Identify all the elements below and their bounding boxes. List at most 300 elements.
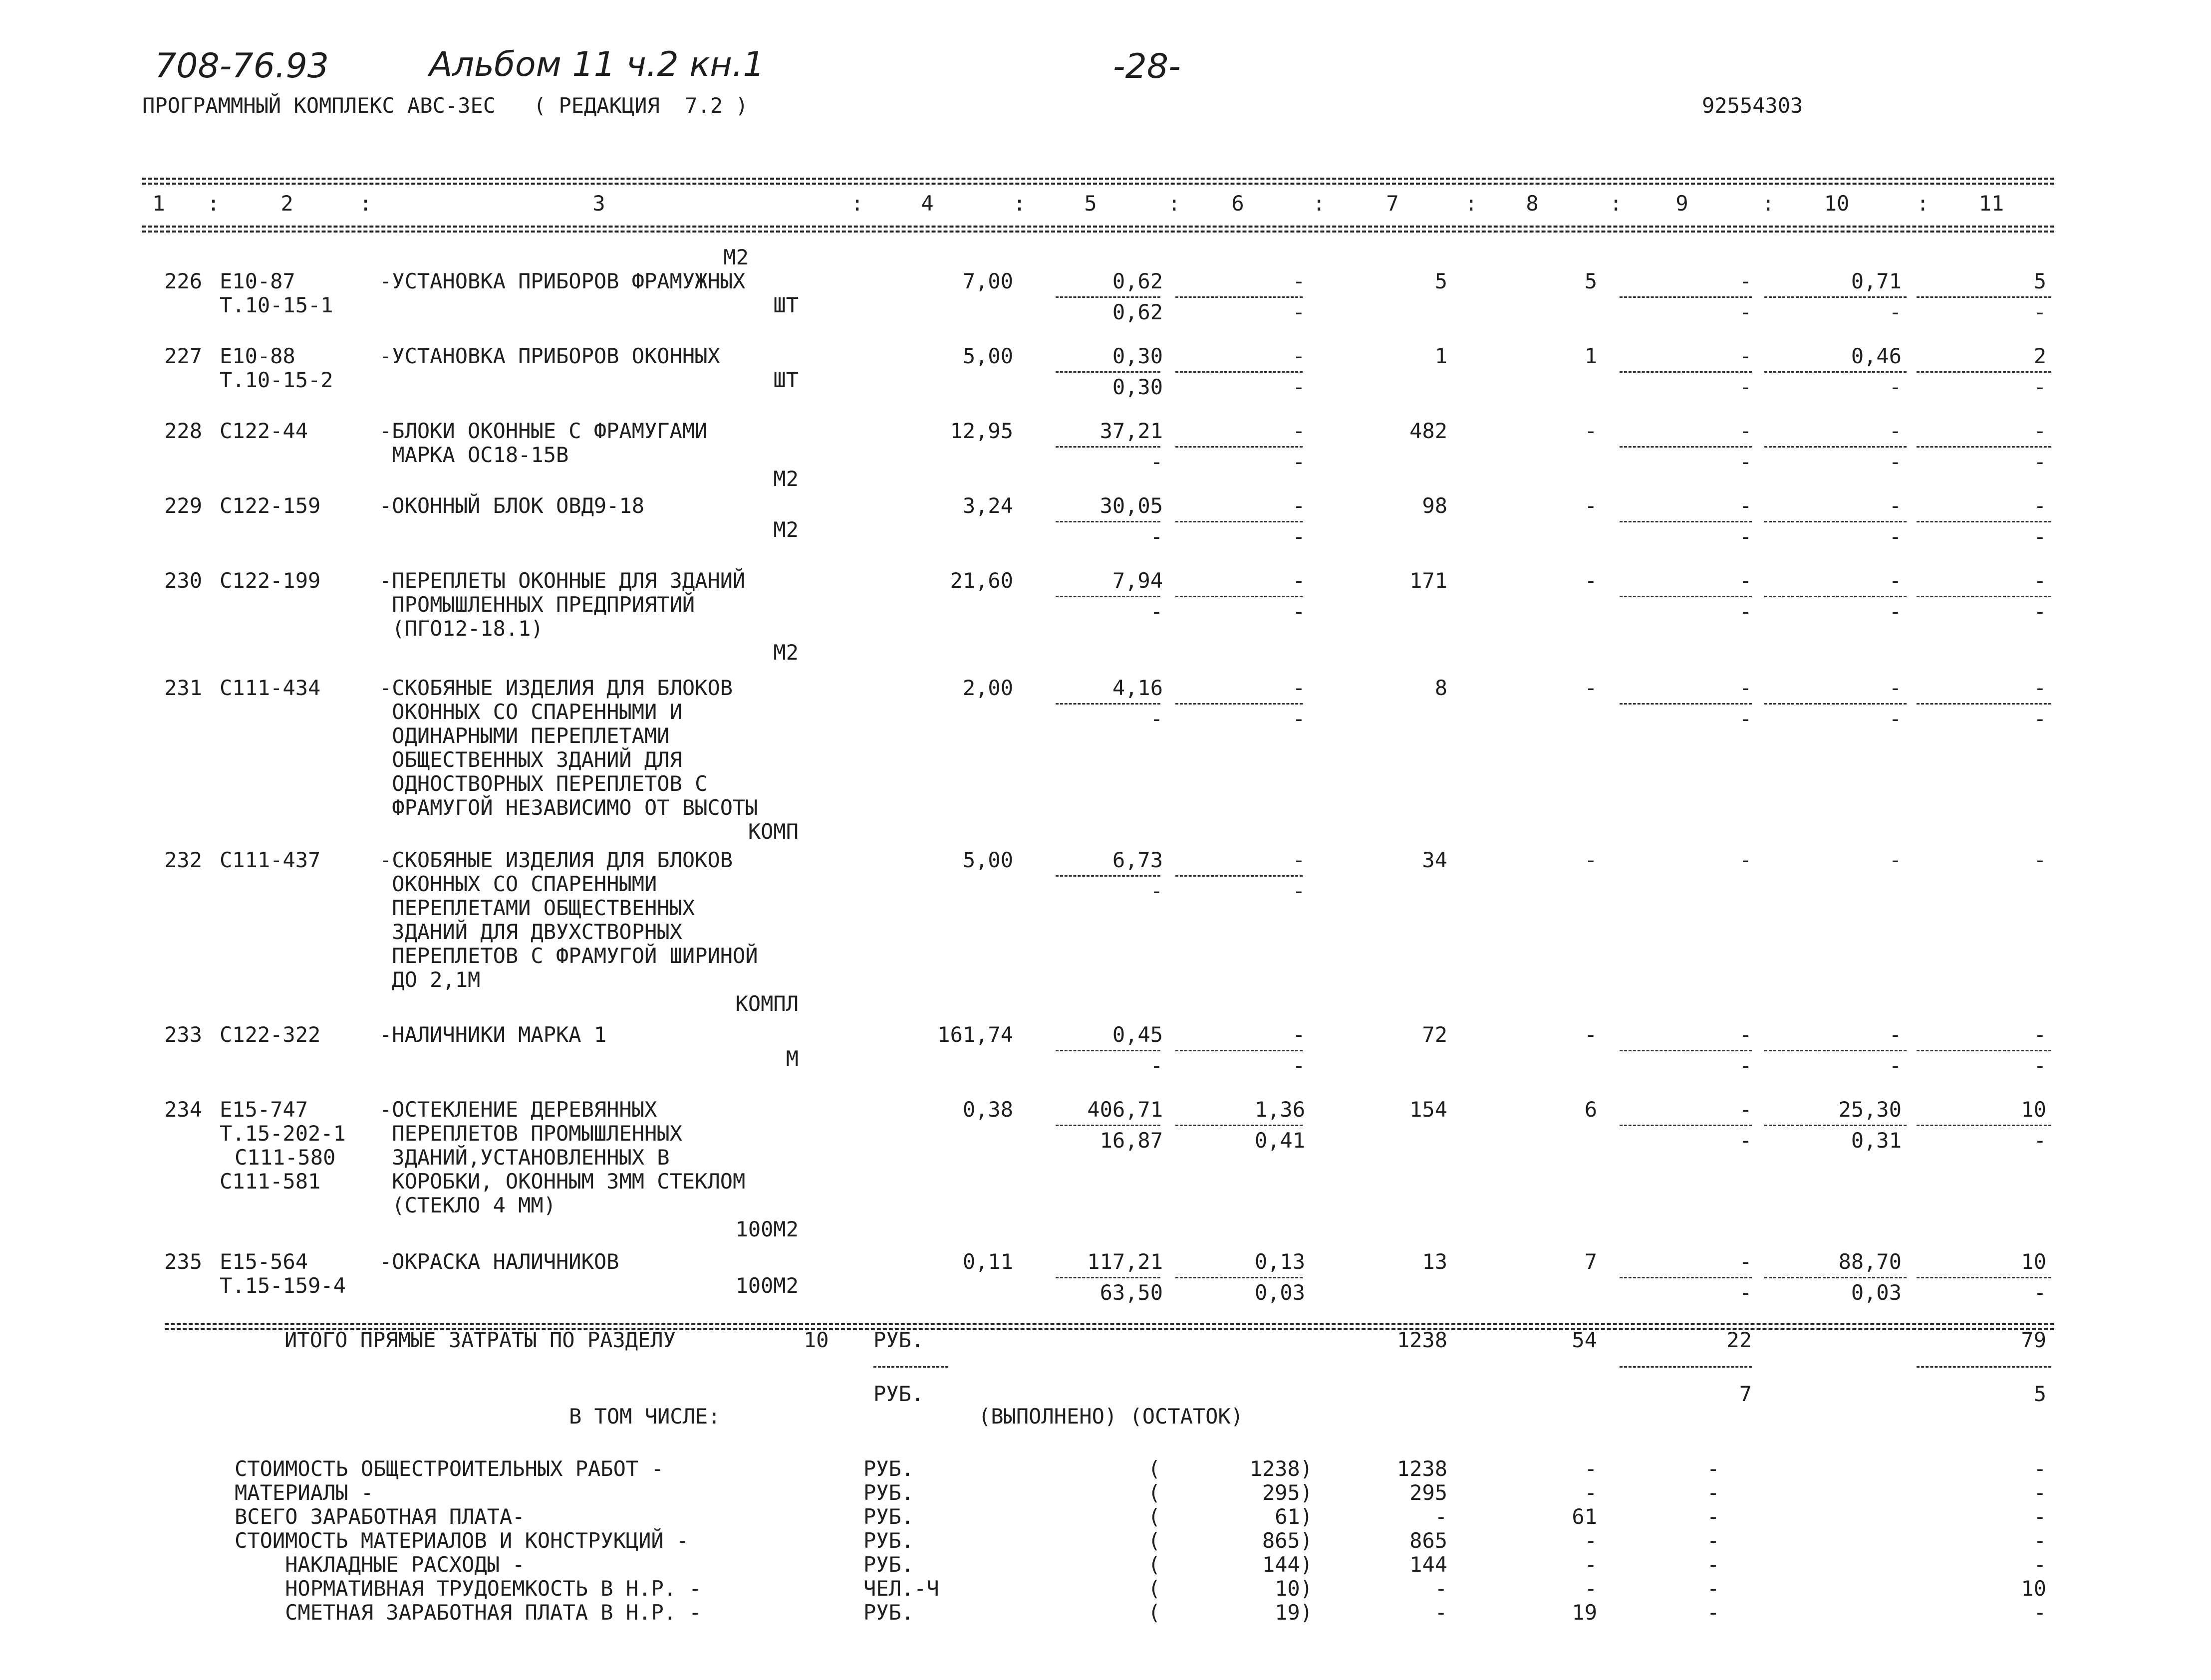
underline — [1764, 1277, 1907, 1278]
column-separator: : — [1013, 191, 1026, 216]
underline — [1917, 1125, 2051, 1126]
column-header-2: 2 — [280, 191, 293, 216]
underline — [1056, 703, 1160, 705]
summary-col-9: - — [1707, 1552, 1720, 1577]
row-col-qty: 5,00 — [962, 344, 1013, 368]
summary-paren: ( — [1148, 1600, 1161, 1625]
row-col-c9: - — [1739, 848, 1752, 872]
totals-rule — [165, 1323, 2054, 1325]
row-col-c11-b: - — [2033, 375, 2046, 399]
row-col-c7: 171 — [1409, 568, 1447, 593]
row-number: 234 — [164, 1097, 202, 1122]
row-col-c5-b: - — [1150, 1053, 1163, 1078]
totals-col-11-b: 5 — [2033, 1382, 2046, 1406]
row-col-c7: 8 — [1434, 676, 1447, 700]
underline — [1175, 875, 1303, 877]
row-col-c10: - — [1889, 419, 1902, 443]
row-code-2: Т.10-15-1 — [220, 293, 333, 317]
row-description: (ПГО12-18.1) — [379, 616, 544, 641]
row-col-c5: 30,05 — [1100, 493, 1163, 518]
column-header-1: 1 — [152, 191, 165, 216]
row-unit: ШТ — [773, 293, 799, 317]
column-header-3: 3 — [592, 191, 605, 216]
row-col-c5-b: - — [1150, 879, 1163, 903]
row-col-c6: 1,36 — [1254, 1097, 1305, 1122]
row-code-2: Т.15-159-4 — [220, 1273, 346, 1298]
row-col-c10-b: - — [1889, 524, 1902, 549]
row-col-c11-b: - — [2033, 599, 2046, 624]
row-col-c8: - — [1584, 848, 1597, 872]
row-col-c6: 0,13 — [1254, 1249, 1305, 1274]
row-col-c5-b: 63,50 — [1100, 1280, 1163, 1305]
summary-value: 144) — [1262, 1552, 1313, 1577]
underline — [1764, 521, 1907, 522]
column-header-11: 11 — [1978, 191, 2004, 216]
summary-col-11: - — [2033, 1456, 2046, 1481]
underline — [1620, 371, 1752, 373]
underline — [1620, 521, 1752, 522]
row-col-c6-b: - — [1292, 450, 1305, 474]
row-col-c7: 72 — [1422, 1022, 1447, 1047]
row-col-c7: 482 — [1409, 419, 1447, 443]
row-number: 232 — [164, 848, 202, 872]
row-col-c6: - — [1292, 676, 1305, 700]
row-unit-above: М2 — [723, 245, 749, 269]
underline — [1175, 703, 1303, 705]
row-col-c9-b: - — [1739, 707, 1752, 731]
underline — [1175, 521, 1303, 522]
column-header-8: 8 — [1526, 191, 1539, 216]
underline — [1620, 596, 1752, 597]
row-description: -БЛОКИ ОКОННЫЕ С ФРАМУГАМИ — [379, 419, 708, 443]
row-col-c7: 13 — [1422, 1249, 1447, 1274]
row-code: С111-434 — [220, 676, 321, 700]
row-description: ОКОННЫХ СО СПАРЕННЫМИ — [379, 872, 657, 896]
underline — [1056, 1125, 1160, 1126]
row-code: С111-437 — [220, 848, 321, 872]
underline — [1917, 703, 2051, 705]
row-col-c9-b: - — [1739, 375, 1752, 399]
column-separator: : — [1168, 191, 1181, 216]
underline — [1764, 703, 1907, 705]
row-col-c10: 0,46 — [1851, 344, 1902, 368]
row-code-4: С111-581 — [220, 1169, 321, 1194]
row-unit: М2 — [773, 467, 799, 491]
row-code: Е10-88 — [220, 344, 295, 368]
underline — [1620, 703, 1752, 705]
row-col-c5: 406,71 — [1087, 1097, 1163, 1122]
row-col-c5: 4,16 — [1112, 676, 1163, 700]
row-col-qty: 2,00 — [962, 676, 1013, 700]
row-col-c9: - — [1739, 568, 1752, 593]
row-col-c5: 0,62 — [1112, 269, 1163, 293]
status-label: (ВЫПОЛНЕНО) (ОСТАТОК) — [978, 1404, 1244, 1429]
row-col-c11: - — [2033, 568, 2046, 593]
underline — [1056, 596, 1160, 597]
summary-col-11: - — [2033, 1504, 2046, 1529]
row-col-c5: 6,73 — [1112, 848, 1163, 872]
column-header-6: 6 — [1231, 191, 1244, 216]
row-col-c6-b: 0,03 — [1254, 1280, 1305, 1305]
column-header-4: 4 — [921, 191, 934, 216]
row-col-c10: - — [1889, 848, 1902, 872]
row-col-c11-b: - — [2033, 1053, 2046, 1078]
summary-paren: ( — [1148, 1528, 1161, 1553]
row-col-c5: 0,45 — [1112, 1022, 1163, 1047]
row-col-c6: - — [1292, 848, 1305, 872]
row-col-c5-b: 16,87 — [1100, 1128, 1163, 1153]
column-header-10: 10 — [1824, 191, 1850, 216]
row-code: С122-322 — [220, 1022, 321, 1047]
row-description: -УСТАНОВКА ПРИБОРОВ ФРАМУЖНЫХ — [379, 269, 746, 293]
row-col-qty: 12,95 — [950, 419, 1013, 443]
row-col-c11: - — [2033, 419, 2046, 443]
row-code: Е15-747 — [220, 1097, 308, 1122]
underline — [1056, 875, 1160, 877]
summary-value: 10) — [1275, 1576, 1313, 1601]
row-description: ОБЩЕСТВЕННЫХ ЗДАНИЙ ДЛЯ — [379, 747, 682, 772]
row-col-c11-b: - — [2033, 1128, 2046, 1153]
row-col-c11-b: - — [2033, 450, 2046, 474]
row-col-c8: - — [1584, 676, 1597, 700]
row-col-c6: - — [1292, 568, 1305, 593]
column-separator: : — [851, 191, 864, 216]
totals-col-9-b: 7 — [1739, 1382, 1752, 1406]
row-col-c9-b: - — [1739, 1053, 1752, 1078]
summary-value: 1238) — [1249, 1456, 1313, 1481]
underline — [1917, 371, 2051, 373]
column-separator: : — [1762, 191, 1775, 216]
row-number: 227 — [164, 344, 202, 368]
row-description: ЗДАНИЙ ДЛЯ ДВУХСТВОРНЫХ — [379, 920, 682, 944]
row-col-c6: - — [1292, 344, 1305, 368]
row-col-c6-b: - — [1292, 300, 1305, 324]
underline — [1764, 371, 1907, 373]
row-col-c6-b: - — [1292, 707, 1305, 731]
underline — [1056, 296, 1160, 298]
row-col-c5-b: 0,30 — [1112, 375, 1163, 399]
row-col-c9-b: - — [1739, 1128, 1752, 1153]
row-col-c10: - — [1889, 493, 1902, 518]
album-label: Альбом 11 ч.2 кн.1 — [429, 45, 765, 84]
summary-unit: РУБ. — [863, 1480, 914, 1505]
row-col-c6: - — [1292, 419, 1305, 443]
row-col-c9-b: - — [1739, 524, 1752, 549]
summary-col-7: 144 — [1409, 1552, 1447, 1577]
row-col-c9: - — [1739, 1249, 1752, 1274]
underline — [1764, 446, 1907, 448]
row-number: 231 — [164, 676, 202, 700]
row-description: -ПЕРЕПЛЕТЫ ОКОННЫЕ ДЛЯ ЗДАНИЙ — [379, 568, 746, 593]
summary-value: 865) — [1262, 1528, 1313, 1553]
row-description: ФРАМУГОЙ НЕЗАВИСИМО ОТ ВЫСОТЫ — [379, 795, 758, 820]
underline — [1764, 296, 1907, 298]
row-col-c10: 25,30 — [1838, 1097, 1902, 1122]
summary-unit: РУБ. — [863, 1552, 914, 1577]
totals-unit-2: РУБ. — [873, 1382, 924, 1406]
row-col-qty: 0,11 — [962, 1249, 1013, 1274]
row-col-c8: 5 — [1584, 269, 1597, 293]
summary-col-7: - — [1434, 1576, 1447, 1601]
row-description: -НАЛИЧНИКИ МАРКА 1 — [379, 1022, 607, 1047]
row-col-c9-b: - — [1739, 450, 1752, 474]
row-description: -ОКОННЫЙ БЛОК ОВД9-18 — [379, 493, 645, 518]
summary-col-9: - — [1707, 1576, 1720, 1601]
row-col-c8: 1 — [1584, 344, 1597, 368]
row-code: С122-44 — [220, 419, 308, 443]
row-col-c10-b: 0,03 — [1851, 1280, 1902, 1305]
summary-paren: ( — [1148, 1504, 1161, 1529]
row-col-c6-b: 0,41 — [1254, 1128, 1305, 1153]
row-col-c6-b: - — [1292, 1053, 1305, 1078]
row-col-c9-b: - — [1739, 1280, 1752, 1305]
program-title: ПРОГРАММНЫЙ КОМПЛЕКС АВС-3ЕС ( РЕДАКЦИЯ 7.2 ) — [142, 93, 748, 118]
totals-col-11: 79 — [2021, 1328, 2046, 1352]
row-col-c10-b: - — [1889, 707, 1902, 731]
summary-col-8: - — [1584, 1480, 1597, 1505]
row-code-3: С111-580 — [235, 1145, 336, 1170]
underline — [1056, 521, 1160, 522]
row-description: ОДНОСТВОРНЫХ ПЕРЕПЛЕТОВ С — [379, 771, 708, 796]
row-col-c10: 88,70 — [1838, 1249, 1902, 1274]
column-separator: : — [1610, 191, 1623, 216]
summary-col-9: - — [1707, 1600, 1720, 1625]
underline — [1620, 446, 1752, 448]
summary-label: СМЕТНАЯ ЗАРАБОТНАЯ ПЛАТА В Н.Р. - — [235, 1600, 702, 1625]
row-col-c5-b: - — [1150, 524, 1163, 549]
underline — [1917, 1277, 2051, 1278]
underline — [1175, 371, 1303, 373]
row-col-c9: - — [1739, 1097, 1752, 1122]
totals-label: ИТОГО ПРЯМЫЕ ЗАТРАТЫ ПО РАЗДЕЛУ — [284, 1328, 676, 1352]
row-col-c6-b: - — [1292, 879, 1305, 903]
column-header-7: 7 — [1386, 191, 1399, 216]
underline — [1175, 1125, 1303, 1126]
row-col-qty: 5,00 — [962, 848, 1013, 872]
row-col-c10: 0,71 — [1851, 269, 1902, 293]
underline — [1175, 1277, 1303, 1278]
column-header-5: 5 — [1084, 191, 1097, 216]
row-number: 226 — [164, 269, 202, 293]
row-col-c10-b: - — [1889, 599, 1902, 624]
summary-col-11: - — [2033, 1528, 2046, 1553]
underline — [1175, 1050, 1303, 1051]
summary-col-8: - — [1584, 1552, 1597, 1577]
underline — [1764, 596, 1907, 597]
header-rule-top-2 — [142, 183, 2054, 185]
row-col-c5: 37,21 — [1100, 419, 1163, 443]
row-col-c10-b: - — [1889, 450, 1902, 474]
summary-col-11: - — [2033, 1600, 2046, 1625]
row-unit: 100М2 — [735, 1273, 799, 1298]
row-col-qty: 3,24 — [962, 493, 1013, 518]
row-unit: М2 — [773, 517, 799, 542]
row-col-c7: 98 — [1422, 493, 1447, 518]
row-description: ОКОННЫХ СО СПАРЕННЫМИ И — [379, 700, 682, 724]
summary-label: СТОИМОСТЬ МАТЕРИАЛОВ И КОНСТРУКЦИЙ - — [235, 1528, 689, 1553]
column-separator: : — [1917, 191, 1930, 216]
row-number: 233 — [164, 1022, 202, 1047]
row-col-c9: - — [1739, 493, 1752, 518]
row-col-qty: 0,38 — [962, 1097, 1013, 1122]
row-col-c10-b: 0,31 — [1851, 1128, 1902, 1153]
summary-col-7: 1238 — [1396, 1456, 1447, 1481]
header-rule-top — [142, 178, 2054, 180]
including-label: В ТОМ ЧИСЛЕ: — [569, 1404, 721, 1429]
row-code: Е15-564 — [220, 1249, 308, 1274]
row-description: ОДИНАРНЫМИ ПЕРЕПЛЕТАМИ — [379, 723, 670, 748]
row-col-c9-b: - — [1739, 300, 1752, 324]
row-code-2: Т.15-202-1 — [220, 1121, 346, 1146]
row-description: (СТЕКЛО 4 ММ) — [379, 1193, 556, 1217]
row-col-c8: - — [1584, 419, 1597, 443]
row-description: -ОСТЕКЛЕНИЕ ДЕРЕВЯННЫХ — [379, 1097, 657, 1122]
row-col-c8: 6 — [1584, 1097, 1597, 1122]
row-col-c5-b: - — [1150, 707, 1163, 731]
row-col-c11-b: - — [2033, 300, 2046, 324]
row-col-qty: 21,60 — [950, 568, 1013, 593]
row-description: МАРКА ОС18-15В — [379, 443, 569, 467]
row-description: ДО 2,1М — [379, 967, 481, 992]
row-col-c11-b: - — [2033, 524, 2046, 549]
summary-paren: ( — [1148, 1552, 1161, 1577]
row-col-c9: - — [1739, 269, 1752, 293]
row-unit: КОМПЛ — [735, 991, 799, 1016]
underline — [1056, 1050, 1160, 1051]
row-unit: М — [786, 1046, 799, 1071]
header-rule-bottom — [142, 226, 2054, 228]
summary-col-8: 19 — [1572, 1600, 1597, 1625]
row-col-c7: 34 — [1422, 848, 1447, 872]
row-number: 230 — [164, 568, 202, 593]
row-description: -ОКРАСКА НАЛИЧНИКОВ — [379, 1249, 619, 1274]
summary-col-9: - — [1707, 1480, 1720, 1505]
row-col-c11: - — [2033, 676, 2046, 700]
row-description: -УСТАНОВКА ПРИБОРОВ ОКОННЫХ — [379, 344, 720, 368]
row-col-c11: 10 — [2021, 1249, 2046, 1274]
summary-label: СТОИМОСТЬ ОБЩЕСТРОИТЕЛЬНЫХ РАБОТ - — [235, 1456, 664, 1481]
row-unit: КОМП — [748, 819, 799, 844]
summary-col-7: - — [1434, 1504, 1447, 1529]
row-col-c10-b: - — [1889, 375, 1902, 399]
document-id: 92554303 — [1702, 93, 1803, 118]
summary-col-7: 295 — [1409, 1480, 1447, 1505]
summary-unit: ЧЕЛ.-Ч — [863, 1576, 939, 1601]
row-col-c11: 10 — [2021, 1097, 2046, 1122]
row-unit: 100М2 — [735, 1217, 799, 1241]
header-rule-bottom-2 — [142, 231, 2054, 233]
row-col-qty: 7,00 — [962, 269, 1013, 293]
row-col-c9: - — [1739, 344, 1752, 368]
summary-col-11: - — [2033, 1480, 2046, 1505]
row-col-c8: - — [1584, 1022, 1597, 1047]
summary-unit: РУБ. — [863, 1456, 914, 1481]
row-col-qty: 161,74 — [937, 1022, 1013, 1047]
summary-col-8: - — [1584, 1528, 1597, 1553]
row-col-c6: - — [1292, 1022, 1305, 1047]
row-col-c11: 2 — [2033, 344, 2046, 368]
row-col-c9-b: - — [1739, 599, 1752, 624]
underline — [1056, 371, 1160, 373]
summary-unit: РУБ. — [863, 1528, 914, 1553]
totals-section: 10 — [804, 1328, 829, 1352]
summary-unit: РУБ. — [863, 1600, 914, 1625]
row-unit: М2 — [773, 640, 799, 665]
row-col-c7: 1 — [1434, 344, 1447, 368]
summary-value: 295) — [1262, 1480, 1313, 1505]
summary-col-9: - — [1707, 1504, 1720, 1529]
totals-unit: РУБ. — [873, 1328, 924, 1352]
summary-value: 19) — [1275, 1600, 1313, 1625]
totals-col-9: 22 — [1726, 1328, 1752, 1352]
row-col-c7: 5 — [1434, 269, 1447, 293]
row-description: -СКОБЯНЫЕ ИЗДЕЛИЯ ДЛЯ БЛОКОВ — [379, 676, 733, 700]
totals-col-7: 1238 — [1396, 1328, 1447, 1352]
row-col-c9: - — [1739, 419, 1752, 443]
summary-paren: ( — [1148, 1576, 1161, 1601]
summary-col-9: - — [1707, 1456, 1720, 1481]
row-col-c6: - — [1292, 493, 1305, 518]
row-number: 228 — [164, 419, 202, 443]
underline — [1620, 1050, 1752, 1051]
summary-value: 61) — [1275, 1504, 1313, 1529]
summary-paren: ( — [1148, 1480, 1161, 1505]
underline — [1620, 1277, 1752, 1278]
summary-unit: РУБ. — [863, 1504, 914, 1529]
row-code: С122-199 — [220, 568, 321, 593]
handwritten-code: 708-76.93 — [155, 46, 329, 86]
underline — [1764, 1050, 1907, 1051]
row-col-c6-b: - — [1292, 599, 1305, 624]
row-unit: ШТ — [773, 368, 799, 392]
underline — [1764, 1125, 1907, 1126]
row-col-c8: - — [1584, 568, 1597, 593]
underline — [1620, 296, 1752, 298]
summary-label: НАКЛАДНЫЕ РАСХОДЫ - — [235, 1552, 525, 1577]
row-col-c11-b: - — [2033, 1280, 2046, 1305]
row-col-c11: - — [2033, 1022, 2046, 1047]
underline — [1917, 521, 2051, 522]
row-description: ПЕРЕПЛЕТОВ ПРОМЫШЛЕННЫХ — [379, 1121, 682, 1146]
summary-col-8: 61 — [1572, 1504, 1597, 1529]
underline — [1917, 596, 2051, 597]
row-number: 229 — [164, 493, 202, 518]
underline — [1917, 1050, 2051, 1051]
summary-col-8: - — [1584, 1456, 1597, 1481]
row-description: ПРОМЫШЛЕННЫХ ПРЕДПРИЯТИЙ — [379, 592, 695, 617]
row-col-c5: 0,30 — [1112, 344, 1163, 368]
row-col-c7: 154 — [1409, 1097, 1447, 1122]
summary-col-11: 10 — [2021, 1576, 2046, 1601]
row-col-c11-b: - — [2033, 707, 2046, 731]
underline — [1175, 296, 1303, 298]
row-col-c11: - — [2033, 848, 2046, 872]
column-separator: : — [1465, 191, 1478, 216]
summary-label: МАТЕРИАЛЫ - — [235, 1480, 374, 1505]
summary-paren: ( — [1148, 1456, 1161, 1481]
row-col-c9: - — [1739, 1022, 1752, 1047]
row-col-c6-b: - — [1292, 375, 1305, 399]
underline — [1917, 446, 2051, 448]
row-col-c8: 7 — [1584, 1249, 1597, 1274]
summary-col-9: - — [1707, 1528, 1720, 1553]
row-code-2: Т.10-15-2 — [220, 368, 333, 392]
page-number: -28- — [1113, 47, 1181, 86]
row-col-c11: - — [2033, 493, 2046, 518]
row-description: ЗДАНИЙ,УСТАНОВЛЕННЫХ В — [379, 1145, 670, 1170]
summary-label: ВСЕГО ЗАРАБОТНАЯ ПЛАТА- — [235, 1504, 525, 1529]
row-description: -СКОБЯНЫЕ ИЗДЕЛИЯ ДЛЯ БЛОКОВ — [379, 848, 733, 872]
